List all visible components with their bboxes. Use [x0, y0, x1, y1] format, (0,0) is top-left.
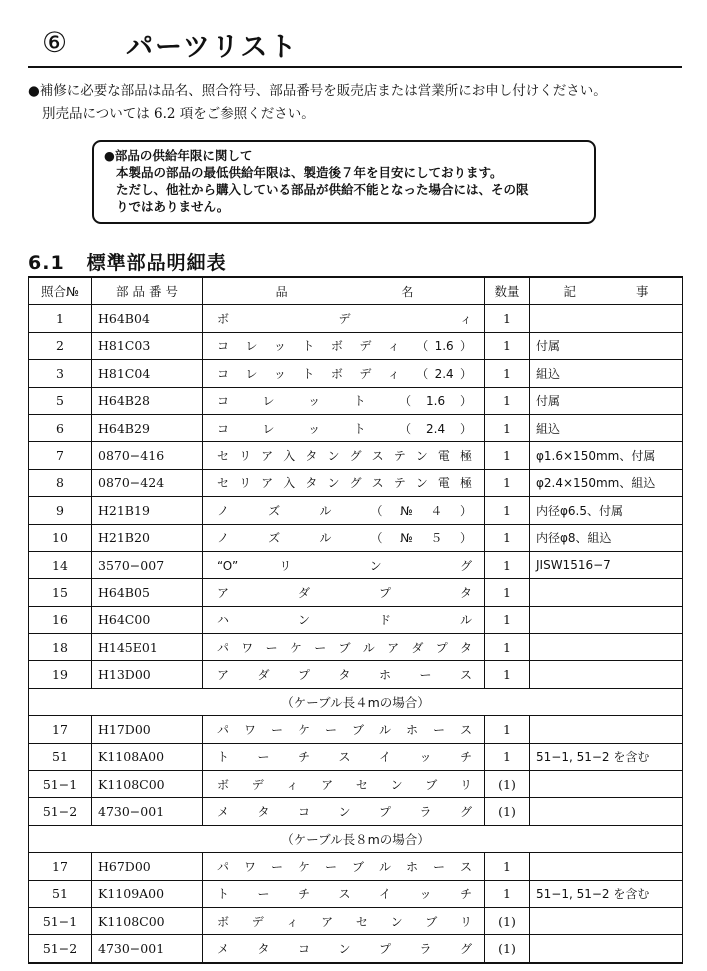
cell-part-number: H81C04	[92, 360, 203, 387]
cell-no: 5	[29, 387, 92, 414]
page-title-bar	[28, 22, 682, 68]
table-row	[29, 907, 683, 934]
cell-qty: (1)	[485, 771, 530, 798]
cell-name: パ ワ ー ケ ー ブ ル ア ダ プ タ	[203, 634, 485, 661]
cell-no: 1	[29, 305, 92, 332]
table-row	[29, 853, 683, 880]
subheading-row	[29, 825, 683, 852]
header-qty: 数量	[485, 277, 530, 305]
table-row	[29, 579, 683, 606]
cable-length-subheading: （ケーブル長８mの場合）	[29, 825, 683, 852]
cell-name: コ レ ッ ト （2.4）	[203, 414, 485, 441]
cell-note: 組込	[530, 414, 683, 441]
cell-qty: 1	[485, 332, 530, 359]
cell-note: 内径φ6.5、付属	[530, 497, 683, 524]
cell-note: 内径φ8、組込	[530, 524, 683, 551]
cell-note: 付属	[530, 332, 683, 359]
cell-qty: (1)	[485, 935, 530, 963]
cell-part-number: H64B05	[92, 579, 203, 606]
cell-qty: 1	[485, 551, 530, 578]
table-row	[29, 497, 683, 524]
subheading-row	[29, 688, 683, 715]
cell-part-number: H67D00	[92, 853, 203, 880]
notice-line-1: 本製品の部品の最低供給年限は、製造後７年を目安にしております。	[116, 165, 503, 180]
cell-qty: 1	[485, 634, 530, 661]
cell-no: 19	[29, 661, 92, 688]
cell-name: コ レ ッ ト ボ デ ィ （2.4）	[203, 360, 485, 387]
cell-qty: 1	[485, 606, 530, 633]
table-header-row	[29, 277, 683, 305]
cell-no: 51−1	[29, 771, 92, 798]
cell-note: 組込	[530, 360, 683, 387]
header-note: 記 事	[530, 277, 683, 305]
cell-name: ト ー チ ス イ ッ チ	[203, 880, 485, 907]
table-row	[29, 880, 683, 907]
intro-line-1: ●補修に必要な部品は品名、照合符号、部品番号を販売店または営業所にお申し付けください。	[28, 83, 607, 99]
cell-note	[530, 771, 683, 798]
table-row	[29, 387, 683, 414]
section-number: ⑥	[42, 26, 68, 59]
cell-part-number: H13D00	[92, 661, 203, 688]
cell-qty: 1	[485, 716, 530, 743]
cell-note: φ1.6×150mm、付属	[530, 442, 683, 469]
table-row	[29, 743, 683, 770]
table-row	[29, 524, 683, 551]
cell-name: ハ ン ド ル	[203, 606, 485, 633]
cell-name: パ ワ ー ケ ー ブ ル ホ ー ス	[203, 853, 485, 880]
section-heading-number: 6.1	[28, 252, 65, 274]
notice-line-3: りではありません。	[116, 199, 230, 214]
cell-qty: 1	[485, 661, 530, 688]
table-row	[29, 771, 683, 798]
cell-part-number: K1108A00	[92, 743, 203, 770]
cell-qty: (1)	[485, 907, 530, 934]
cell-note	[530, 305, 683, 332]
cell-part-number: H64B04	[92, 305, 203, 332]
parts-table	[28, 276, 683, 964]
header-name: 品 名	[203, 277, 485, 305]
cell-name: コ レ ッ ト ボ デ ィ （1.6）	[203, 332, 485, 359]
cell-note	[530, 907, 683, 934]
cell-name: ア ダ プ タ	[203, 579, 485, 606]
cell-no: 51	[29, 880, 92, 907]
cell-no: 51−2	[29, 798, 92, 825]
cell-qty: 1	[485, 414, 530, 441]
supply-notice-box	[92, 140, 596, 224]
cell-name: パ ワ ー ケ ー ブ ル ホ ー ス	[203, 716, 485, 743]
table-row	[29, 661, 683, 688]
cell-part-number: 3570−007	[92, 551, 203, 578]
table-row	[29, 305, 683, 332]
cell-part-number: H64B28	[92, 387, 203, 414]
cell-part-number: 0870−416	[92, 442, 203, 469]
cell-no: 17	[29, 853, 92, 880]
cell-qty: 1	[485, 524, 530, 551]
cell-name: メ タ コ ン プ ラ グ	[203, 935, 485, 963]
cell-qty: 1	[485, 497, 530, 524]
cell-no: 51−2	[29, 935, 92, 963]
cell-note: JISW1516−7	[530, 551, 683, 578]
cell-part-number: H145E01	[92, 634, 203, 661]
cell-part-number: K1109A00	[92, 880, 203, 907]
table-row	[29, 442, 683, 469]
cell-note: 51−1, 51−2 を含む	[530, 743, 683, 770]
cell-note	[530, 579, 683, 606]
cell-qty: 1	[485, 387, 530, 414]
cell-qty: 1	[485, 360, 530, 387]
header-part-number: 部 品 番 号	[92, 277, 203, 305]
cell-no: 8	[29, 469, 92, 496]
cell-no: 3	[29, 360, 92, 387]
cell-qty: 1	[485, 743, 530, 770]
cell-note	[530, 853, 683, 880]
cell-no: 6	[29, 414, 92, 441]
cell-name: コ レ ッ ト （1.6）	[203, 387, 485, 414]
table-row	[29, 360, 683, 387]
section-heading	[28, 248, 227, 275]
cell-qty: 1	[485, 469, 530, 496]
header-no: 照合№	[29, 277, 92, 305]
cell-name: ト ー チ ス イ ッ チ	[203, 743, 485, 770]
cell-part-number: H17D00	[92, 716, 203, 743]
cell-note: 付属	[530, 387, 683, 414]
section-heading-title: 標準部品明細表	[86, 252, 227, 274]
table-row	[29, 606, 683, 633]
cell-name: ボ デ ィ ア セ ン ブ リ	[203, 771, 485, 798]
cell-note: φ2.4×150mm、組込	[530, 469, 683, 496]
cell-name: ボ デ ィ ア セ ン ブ リ	[203, 907, 485, 934]
cell-no: 17	[29, 716, 92, 743]
table-row	[29, 716, 683, 743]
table-row	[29, 551, 683, 578]
cell-note	[530, 716, 683, 743]
cell-no: 9	[29, 497, 92, 524]
cell-part-number: 4730−001	[92, 798, 203, 825]
cell-name: セ リ ア 入 タ ン グ ス テ ン 電 極	[203, 469, 485, 496]
cell-name: ノ ズ ル （№５）	[203, 524, 485, 551]
cell-part-number: K1108C00	[92, 771, 203, 798]
cell-part-number: 4730−001	[92, 935, 203, 963]
cell-qty: 1	[485, 880, 530, 907]
cell-note	[530, 606, 683, 633]
table-row	[29, 935, 683, 963]
table-row	[29, 798, 683, 825]
cell-name: セ リ ア 入 タ ン グ ス テ ン 電 極	[203, 442, 485, 469]
cell-no: 10	[29, 524, 92, 551]
cell-name: “O” リ ン グ	[203, 551, 485, 578]
cell-part-number: H81C03	[92, 332, 203, 359]
notice-line-2: ただし、他社から購入している部品が供給不能となった場合には、その限	[116, 182, 529, 197]
cell-no: 14	[29, 551, 92, 578]
cell-part-number: 0870−424	[92, 469, 203, 496]
cell-part-number: H64B29	[92, 414, 203, 441]
cell-part-number: K1108C00	[92, 907, 203, 934]
table-row	[29, 469, 683, 496]
cell-name: ノ ズ ル （№４）	[203, 497, 485, 524]
cell-no: 18	[29, 634, 92, 661]
intro-text	[28, 80, 607, 126]
cell-note	[530, 935, 683, 963]
cell-part-number: H21B20	[92, 524, 203, 551]
cell-no: 51	[29, 743, 92, 770]
cell-qty: 1	[485, 305, 530, 332]
cell-note: 51−1, 51−2 を含む	[530, 880, 683, 907]
cell-note	[530, 661, 683, 688]
cell-no: 15	[29, 579, 92, 606]
page-title: パーツリスト	[126, 32, 299, 63]
cell-part-number: H64C00	[92, 606, 203, 633]
cell-no: 51−1	[29, 907, 92, 934]
table-row	[29, 634, 683, 661]
cell-qty: 1	[485, 442, 530, 469]
cable-length-subheading: （ケーブル長４mの場合）	[29, 688, 683, 715]
cell-name: ア ダ プ タ ホ ー ス	[203, 661, 485, 688]
cell-name: ボ デ ィ	[203, 305, 485, 332]
cell-name: メ タ コ ン プ ラ グ	[203, 798, 485, 825]
cell-no: 16	[29, 606, 92, 633]
cell-part-number: H21B19	[92, 497, 203, 524]
cell-qty: (1)	[485, 798, 530, 825]
cell-note	[530, 634, 683, 661]
table-row	[29, 332, 683, 359]
cell-note	[530, 798, 683, 825]
cell-qty: 1	[485, 579, 530, 606]
cell-no: 7	[29, 442, 92, 469]
notice-heading: ●部品の供給年限に関して	[104, 148, 253, 163]
cell-no: 2	[29, 332, 92, 359]
intro-line-2: 別売品については 6.2 項をご参照ください。	[42, 106, 315, 122]
cell-qty: 1	[485, 853, 530, 880]
table-row	[29, 414, 683, 441]
